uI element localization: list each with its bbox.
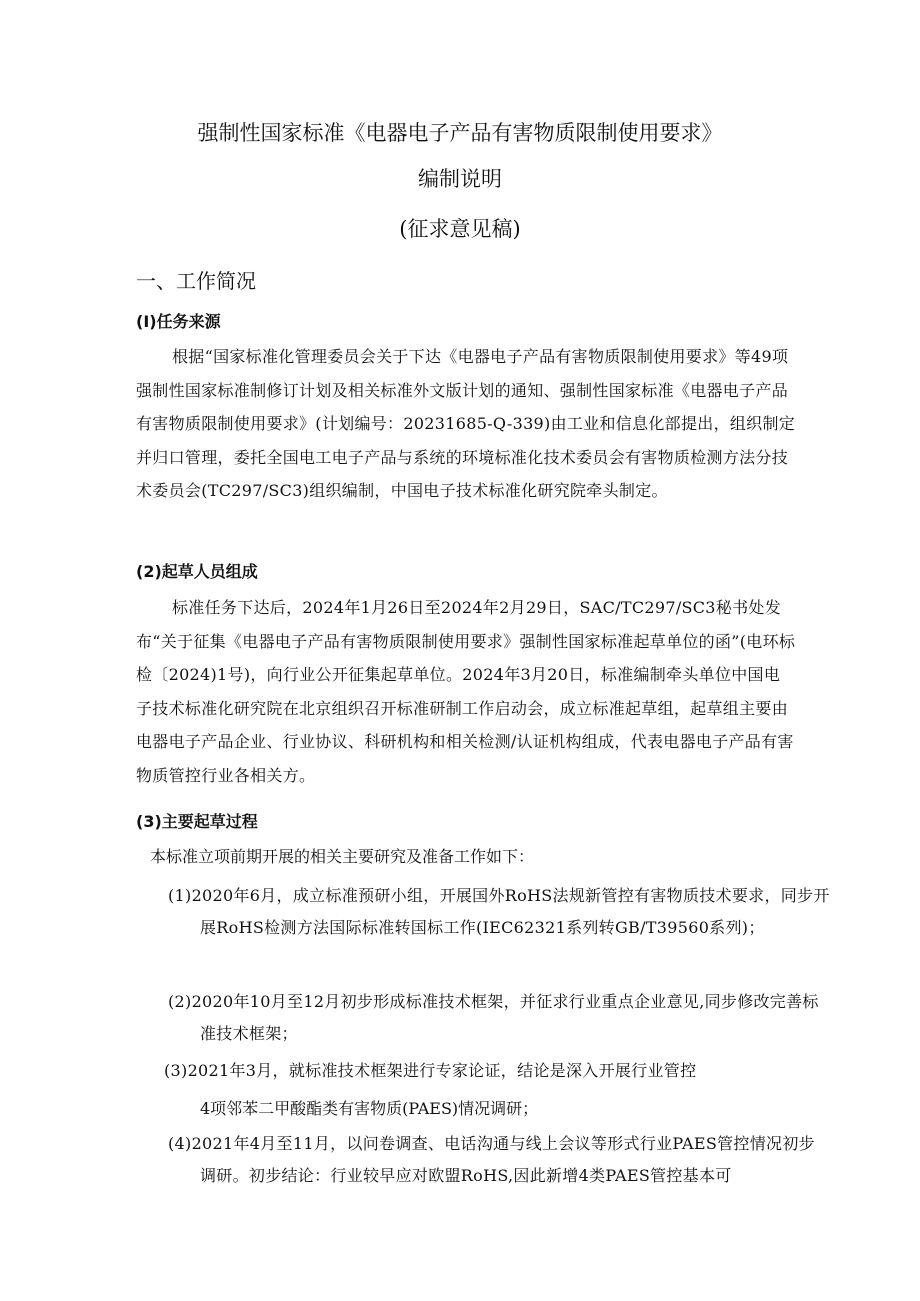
document-title-line2: 编制说明 (418, 167, 502, 191)
drafting-process-intro: 本标准立项前期开展的相关主要研究及准备工作如下： (150, 847, 535, 866)
subsection-heading-task-source: (I)任务来源 (136, 312, 221, 331)
subsection-heading-drafting-members: (2)起草人员组成 (136, 562, 258, 581)
list-item: (1)2020年6月，成立标准预研小组，开展国外RoHS法规新管控有害物质技术要求，同步开展RoHS检测方法国际标准转国标工作(IEC62321系列转GB/T39560系列)； (168, 886, 830, 937)
document-subtitle: (征求意见稿) (399, 217, 521, 241)
subsection-heading-drafting-process: (3)主要起草过程 (136, 812, 258, 831)
drafting-members-paragraph: 标准任务下达后，2024年1月26日至2024年2月29日，SAC/TC297/SC3秘书处发布“关于征集《电器电子产品有害物质限制使用要求》强制性国家标准起草单位的函”(电环标检〔2024)1号)，向行业公开征集起草单位。2024年3月20日，标准编制牵头单位中国电子技术标准化研究院在北京组织召开标准研制工作启动会，成立标准起草组，起草组主要由电器电子产品企业、行业协议、科研机构和相关检测/认证机构组成，代表电器电子产品有害物质管控行业各相关方。 (136, 598, 796, 785)
document-title: 强制性国家标准《电器电子产品有害物质限制使用要求》 (197, 121, 723, 145)
list-item: (2)2020年10月至12月初步形成标准技术框架，并征求行业重点企业意见,同步修改完善标准技术框架； (168, 992, 819, 1043)
task-source-paragraph: 根据“国家标准化管理委员会关于下达《电器电子产品有害物质限制使用要求》等49项强制性国家标准制修订计划及相关标准外文版计划的通知、强制性国家标准《电器电子产品有害物质限制使用要求》(计划编号：20231685-Q-339)由工业和信息化部提出，组织制定并归口管理，委托全国电工电子产品与系统的环境标准化技术委员会有害物质检测方法分技术委员会(TC297/SC3)组织编制，中国电子技术标准化研究院牵头制定。 (136, 347, 796, 500)
list-item-continuation: 4项邻苯二甲酸酯类有害物质(PAES)情况调研； (200, 1099, 539, 1118)
section-heading-work-overview: 一、工作简况 (136, 269, 256, 293)
title-block (0, 118, 920, 244)
list-item: (4)2021年4月至11月，以问卷调查、电话沟通与线上会议等形式行业PAES管控情况初步调研。初步结论：行业较早应对欧盟RoHS,因此新增4类PAES管控基本可 (168, 1134, 815, 1185)
list-item: (3)2021年3月，就标准技术框架进行专家论证，结论是深入开展行业管控 (164, 1061, 697, 1080)
